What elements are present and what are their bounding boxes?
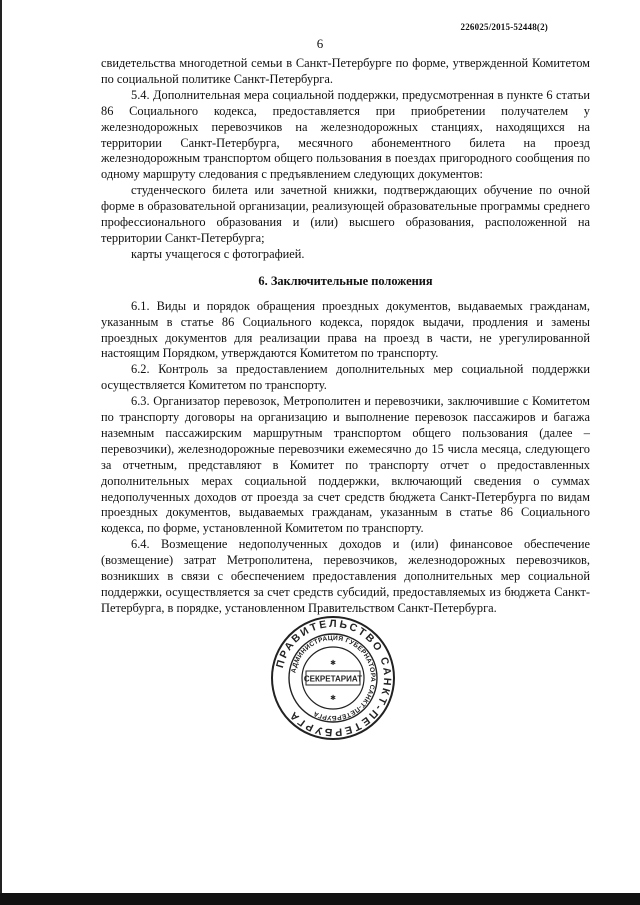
scan-edge-left — [0, 0, 2, 905]
paragraph-student-photo-card: карты учащегося с фотографией. — [131, 246, 305, 261]
paragraph-5-4: 5.4. Дополнительная мера социальной поддержки, предусмотренная в пункте 6 статьи 86 Социального кодекса, предоставляется при приобретении получателем у железнодорожных перевозчиков на железнодорожных станциях, находящихся на территории Санкт-Петербурга, месячного абонементного билета на проезд железнодорожным транспортом общего пользования в поездах пригородного сообщения по одному маршруту следования с предъявлением следующих документов: — [101, 87, 590, 182]
scan-edge-bottom — [0, 893, 640, 905]
paragraph-6-2: 6.2. Контроль за предоставлением дополнительных мер социальной поддержки осуществляется Комитетом по транспорту. — [101, 362, 590, 393]
seal-inner-text: АДМИНИСТРАЦИЯ ГУБЕРНАТОРА САНКТ-ПЕТЕРБУРГА — [290, 634, 377, 722]
seal-star-icon: ✱ — [330, 694, 336, 702]
seal-center-text: СЕКРЕТАРИАТ — [303, 674, 363, 684]
document-id: 226025/2015-52448(2) — [460, 22, 548, 32]
paragraph-6-4: 6.4. Возмещение недополученных доходов и (или) финансовое обеспечение (возмещение) затрат Метрополитена, перевозчиков, железнодорожных перевозчиков, возникших в связи с обеспечением предоставления дополнительных мер социальной поддержки, осуществляется за счет средств субсидий, предоставляемых из бюджета Санкт-Петербурга, в порядке, установленном Правительством Санкт-Петербурга. — [101, 537, 590, 615]
page-number: 6 — [316, 36, 324, 51]
seal-outer-text: ПРАВИТЕЛЬСТВО САНКТ-ПЕТЕРБУРГА — [274, 617, 394, 739]
paragraph: свидетельства многодетной семьи в Санкт-Петербурге по форме, утвержденной Комитетом по социальной политике Санкт-Петербурга. — [101, 56, 590, 86]
official-seal-stamp — [270, 615, 396, 741]
paragraph-6-3: 6.3. Организатор перевозок, Метрополитен и перевозчики, заключившие с Комитетом по транспорту договоры на организацию и выполнение перевозок пассажиров и багажа наземным пассажирским маршрутным транспортом общего пользования (далее – перевозчики), железнодорожные перевозчики ежемесячно до 15 числа месяца, следующего за отчетным, представляют в Комитет по транспорту отчет о предоставленных дополнительных мерах социальной поддержки, включающий сведения о суммах недополученных доходов от проезда за счет средств бюджета Санкт-Петербурга по видам проездных документов, выдаваемых гражданам, указанным в статье 86 Социального кодекса, по форме, установленной Комитетом по транспорту. — [101, 394, 590, 536]
document-body — [101, 56, 590, 617]
paragraph-6-1: 6.1. Виды и порядок обращения проездных документов, выдаваемых гражданам, указанным в статье 86 Социального кодекса, порядок выдачи, продления и замены проездных документов для реализации права на проезд в части, не урегулированной настоящим Порядком, утверждаются Комитетом по транспорту. — [101, 298, 590, 361]
seal-star-icon: ✱ — [330, 659, 336, 667]
section-heading: 6. Заключительные положения — [258, 273, 433, 288]
paragraph-student-card: студенческого билета или зачетной книжки, подтверждающих обучение по очной форме в образовательной организации, реализующей образовательные программы среднего профессионального образования и (или) высшего образования, расположенной на территории Санкт-Петербурга; — [101, 183, 590, 245]
